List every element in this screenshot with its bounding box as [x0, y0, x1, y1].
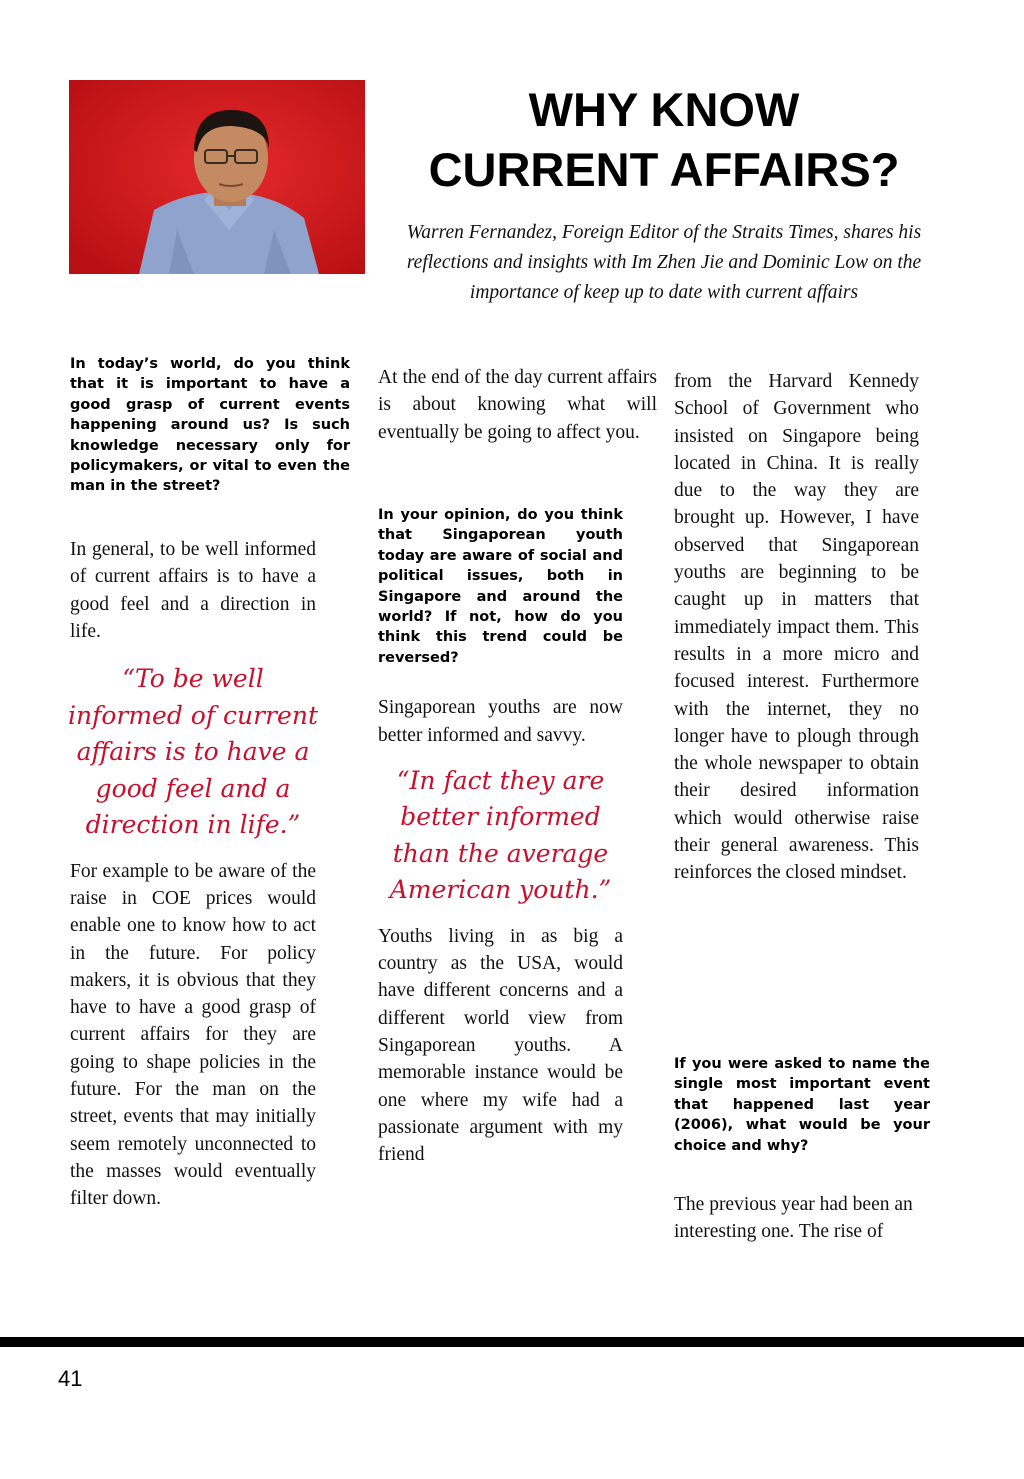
- interview-question-3: If you were asked to name the single most important event that happened last year (2006), what would be your choice and why?: [674, 1056, 930, 1154]
- article-title: [375, 80, 953, 200]
- interview-question-2: In your opinion, do you think that Singaporean youth today are aware of social and political issues, both in Singapore and around the world? If not, how do you think this trend could be reversed?: [378, 507, 623, 666]
- pull-quote: “In fact they are better informed than the average American youth.”: [389, 765, 612, 905]
- answer-paragraph: The previous year had been an interesting one. The rise of: [674, 1194, 913, 1243]
- column-1: [70, 536, 316, 1213]
- title-line-2: CURRENT AFFAIRS?: [428, 143, 900, 196]
- article-standfirst: Warren Fernandez, Foreign Editor of the Straits Times, shares his reflections and insights with Im Zhen Jie and Dominic Low on the importance of keep up to date with current affairs: [406, 222, 922, 303]
- page-number: 41: [58, 1366, 83, 1391]
- interview-question-1: In today’s world, do you think that it is important to have a good grasp of current events happening around us? Is such knowledge necessary only for policymakers, or vital to even the man in the street?: [70, 356, 350, 495]
- footer-rule: [0, 1337, 1024, 1347]
- answer-paragraph: For example to be aware of the raise in COE prices would enable one to know how to act in the future. For policy makers, it is obvious that they have to have a good grasp of current affairs for they are going to shape policies in the future. For the man on the street, events that may initially seem remotely unconnected to the masses would eventually filter down.: [70, 860, 316, 1210]
- answer-paragraph: Singaporean youths are now better informed and savvy.: [378, 697, 623, 746]
- column-3-question-block: [674, 1054, 930, 1156]
- portrait-illustration: [69, 80, 365, 274]
- pull-quote: “To be well informed of current affairs is to have a good feel and a direction in life.”: [68, 664, 318, 840]
- title-line-1: WHY KNOW: [528, 83, 800, 136]
- answer-paragraph: Youths living in as big a country as the USA, would have different concerns and a different world view from Singaporean youths. A memorable instance would be one where my wife had a passionate argument with my friend: [378, 925, 623, 1166]
- answer-paragraph: At the end of the day current affairs is about knowing what will eventually be going to affect you.: [378, 367, 657, 443]
- column-2: [378, 505, 623, 1169]
- column-3-bottom: [674, 1191, 956, 1246]
- answer-paragraph: from the Harvard Kennedy School of Government who insisted on Singapore being located in China. It is really due to the way they are brought up. However, I have observed that Singaporean youths are beginning to be caught up in matters that immediately impact them. This results in a more micro and focused interest. Furthermore with the internet, they no longer have to plough through the whole newspaper to obtain their desired information which would otherwise raise their general awareness. This reinforces the closed mindset.: [674, 371, 919, 884]
- column-3-top: [674, 368, 919, 887]
- answer-paragraph: In general, to be well informed of current affairs is to have a good feel and a direction in life.: [70, 539, 316, 642]
- column-1-question-block: [70, 354, 350, 497]
- column-2-top: [378, 364, 657, 446]
- portrait-photo: [69, 80, 365, 274]
